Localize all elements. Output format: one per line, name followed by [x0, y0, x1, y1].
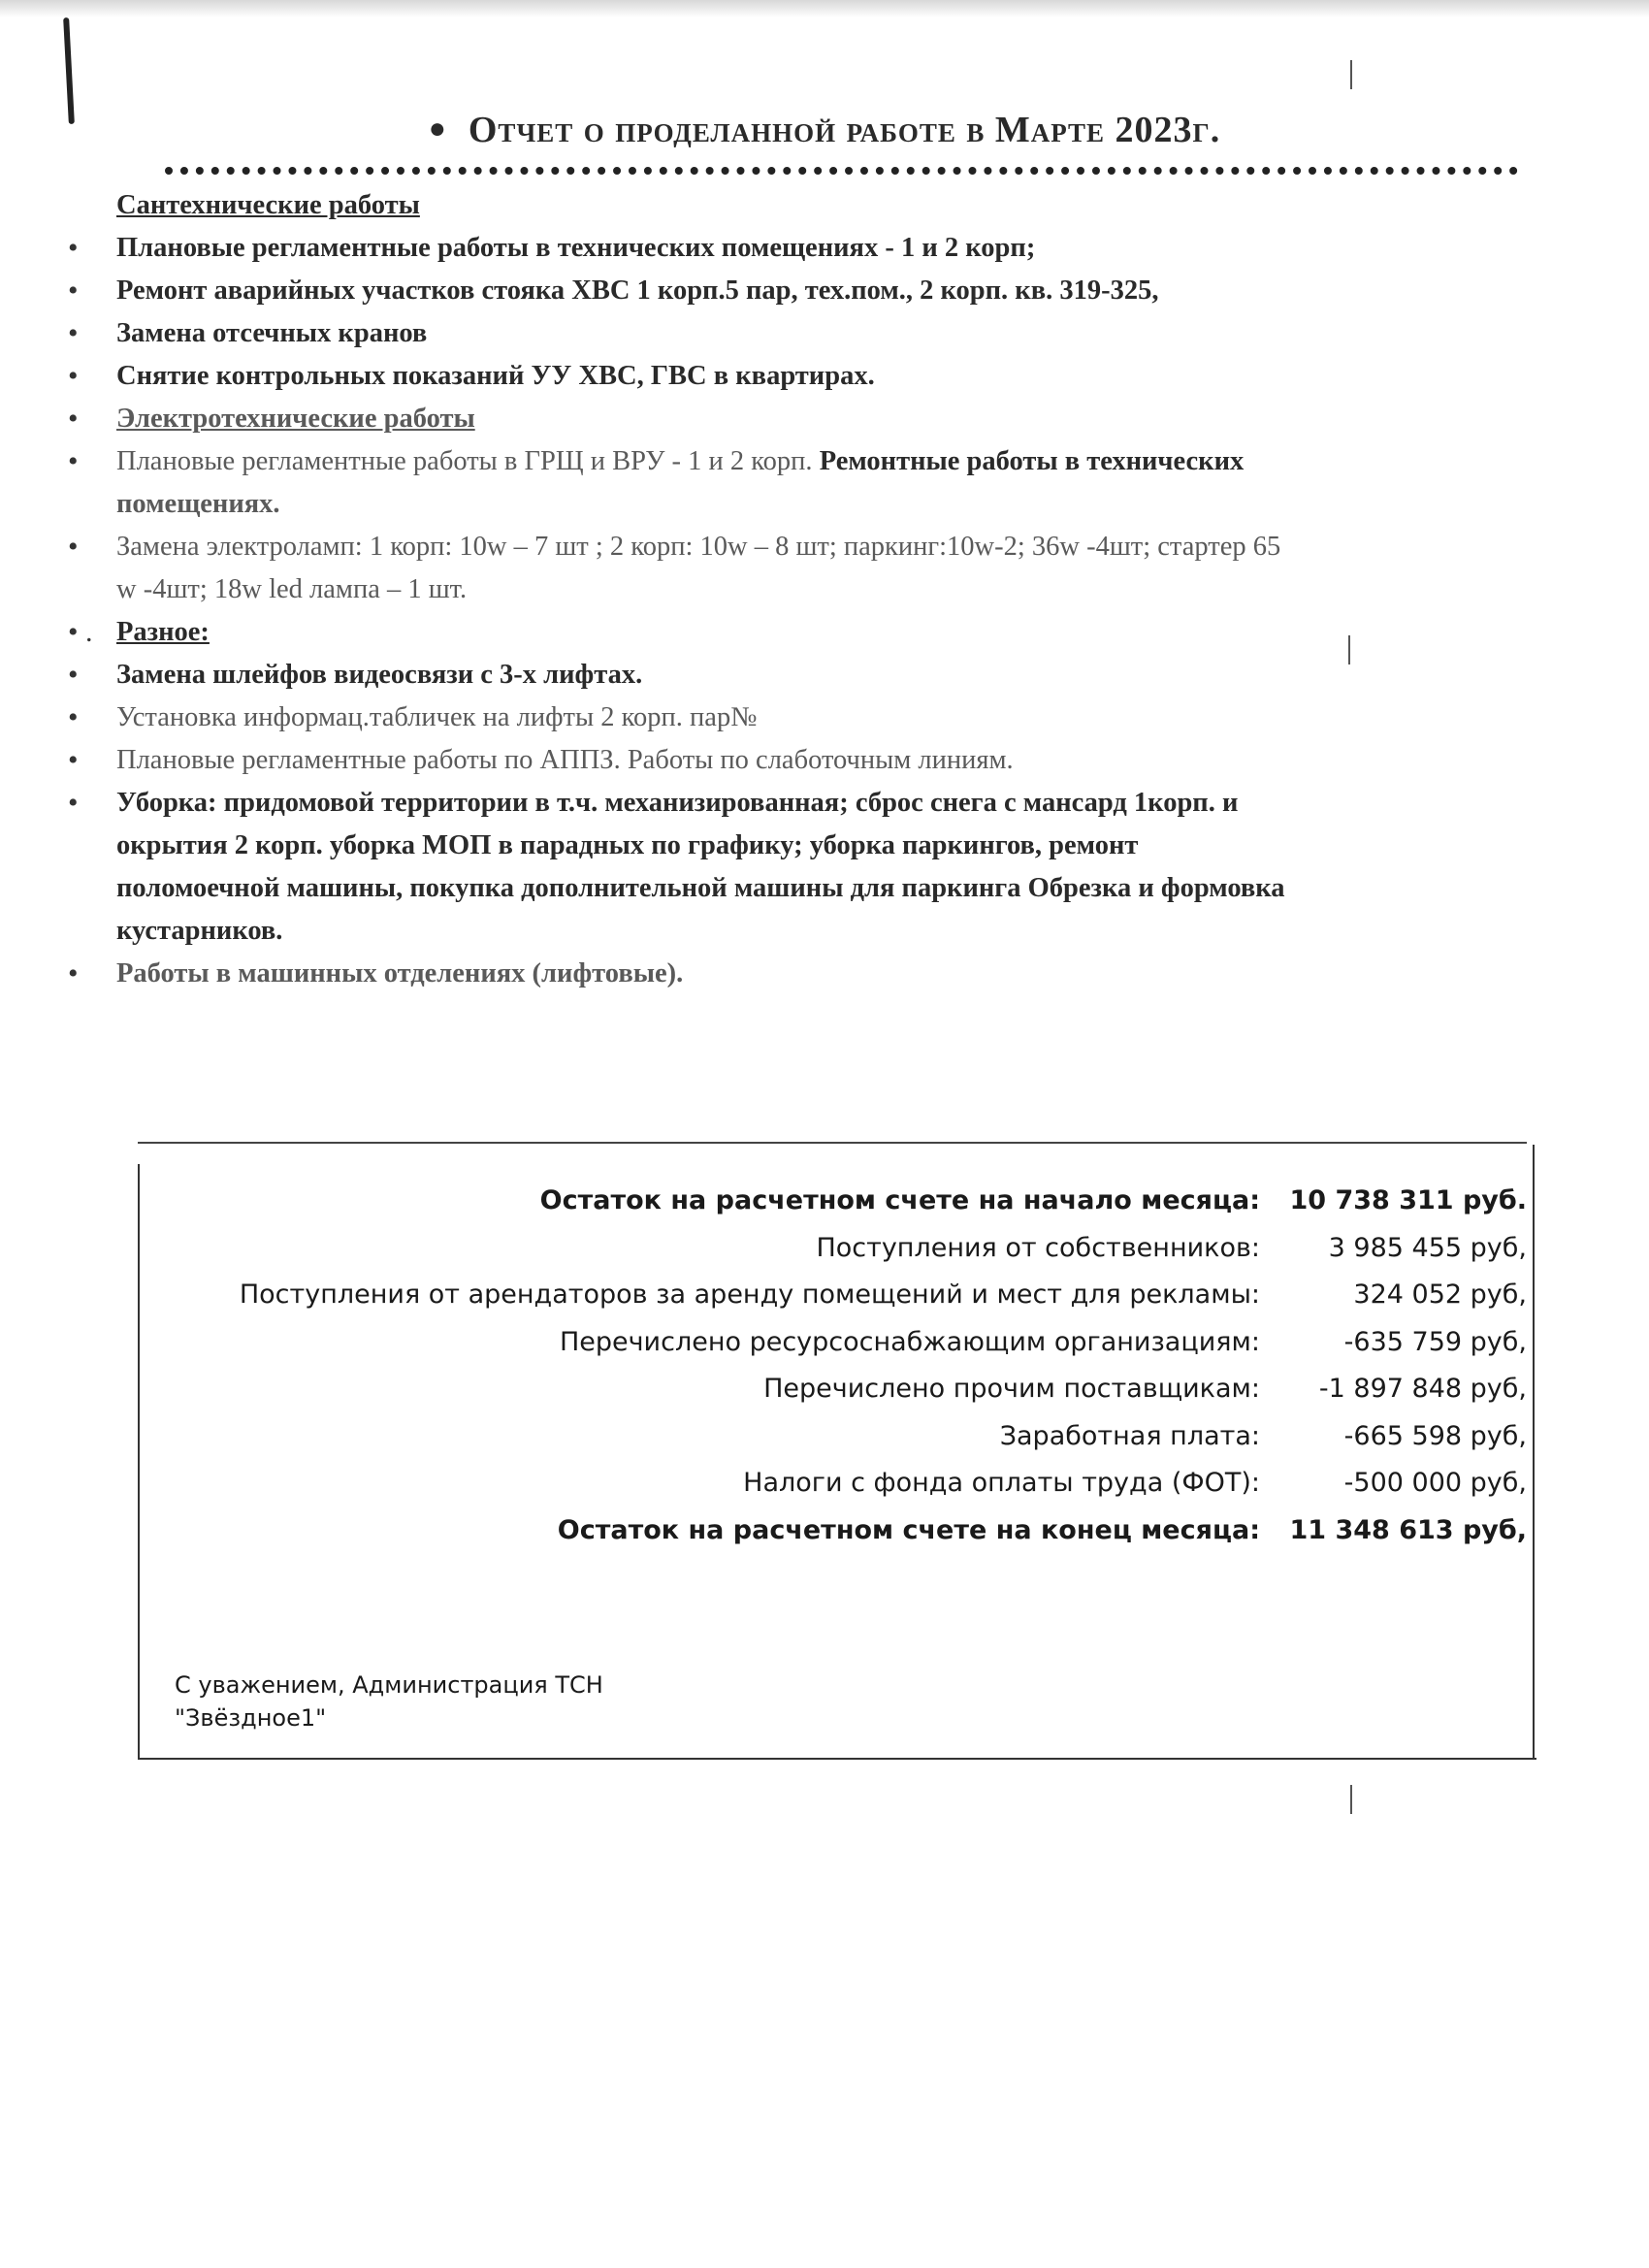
signature — [175, 1669, 603, 1734]
list-item — [0, 440, 1552, 483]
finance-row — [140, 1413, 1536, 1461]
list-item — [0, 825, 1552, 867]
list-item — [0, 654, 1552, 697]
finance-label: Остаток на расчетном счете на начало месяца: — [539, 1185, 1260, 1215]
finance-row-closing — [140, 1507, 1536, 1555]
item-text: Работы в машинных отделениях (лифтовые). — [116, 958, 684, 988]
list-item — [0, 568, 1552, 611]
item-text: w -4шт; 18w led лампа – 1 шт. — [116, 574, 468, 604]
signature-line: "Звёздное1" — [175, 1704, 327, 1732]
signature-line: С уважением, Администрация ТСН — [175, 1671, 603, 1699]
scan-edge — [0, 0, 1649, 17]
item-text: Замена отсечных кранов — [116, 318, 428, 348]
finance-label: Перечислено ресурсоснабжающим организациям: — [559, 1326, 1260, 1357]
list-item — [0, 227, 1552, 270]
finance-label: Перечислено прочим поставщикам: — [763, 1374, 1260, 1404]
finance-row-opening — [140, 1178, 1536, 1225]
title-bullet: ● — [428, 113, 447, 145]
scan-tick — [1350, 60, 1352, 89]
finance-label: Остаток на расчетном счете на конец месяца: — [557, 1514, 1260, 1545]
finance-label: Поступления от собственников: — [816, 1232, 1260, 1263]
list-item — [0, 483, 1552, 526]
list-item — [0, 739, 1552, 782]
finance-summary — [138, 1164, 1536, 1760]
section-heading-misc: Разное: — [116, 617, 210, 647]
list-item — [0, 697, 1552, 739]
list-item — [0, 953, 1552, 995]
item-text: Снятие контрольных показаний УУ ХВС, ГВС в квартирах. — [116, 361, 875, 391]
list-item — [0, 312, 1552, 355]
finance-row — [140, 1460, 1536, 1507]
finance-value: -665 598 руб, — [1343, 1420, 1527, 1451]
dotted-divider — [165, 153, 1518, 175]
list-item — [0, 398, 1552, 440]
item-text: помещениях. — [116, 489, 280, 519]
item-text: кустарников. — [116, 916, 283, 946]
list-item — [0, 782, 1552, 825]
finance-value: 10 738 311 руб. — [1289, 1185, 1527, 1215]
finance-label: Налоги с фонда оплаты труда (ФОТ): — [743, 1468, 1260, 1498]
item-text: поломоечной машины, покупка дополнительной машины для паркинга Обрезка и формовка — [116, 873, 1285, 903]
list-item — [0, 355, 1552, 398]
works-list — [0, 184, 1552, 995]
item-text: Плановые регламентные работы в ГРЩ и ВРУ - 1 и 2 корп. — [116, 446, 813, 476]
finance-value: 11 348 613 руб, — [1289, 1514, 1527, 1545]
section-heading-electrical: Электротехнические работы — [116, 404, 475, 434]
finance-value: 324 052 руб, — [1353, 1280, 1527, 1310]
item-text: окрытия 2 корп. уборка МОП в парадных по графику; уборка паркингов, ремонт — [116, 830, 1139, 860]
item-text: Замена электроламп: 1 корп: 10w – 7 шт ; 2 корп: 10w – 8 шт; паркинг:10w-2; 36w -4шт; стартер 65 — [116, 532, 1281, 562]
finance-top-border — [138, 1142, 1527, 1144]
finance-row — [140, 1272, 1536, 1319]
finance-row — [140, 1366, 1536, 1413]
finance-row — [140, 1319, 1536, 1367]
item-text: Установка информац.табличек на лифты 2 корп. пар№ — [116, 702, 758, 732]
list-item — [0, 910, 1552, 953]
item-text: Ремонт аварийных участков стояка ХВС 1 корп.5 пар, тех.пом., 2 корп. кв. 319-325, — [116, 275, 1159, 306]
finance-label: Поступления от арендаторов за аренду помещений и мест для рекламы: — [239, 1280, 1260, 1310]
finance-row — [140, 1225, 1536, 1273]
list-item — [0, 611, 1552, 654]
finance-value: -1 897 848 руб, — [1318, 1374, 1527, 1404]
item-text: Плановые регламентные работы в технических помещениях - 1 и 2 корп; — [116, 233, 1036, 263]
list-item — [0, 867, 1552, 910]
title-text: Отчет о проделанной работе в Марте 2023г. — [468, 110, 1221, 150]
finance-label: Заработная плата: — [999, 1420, 1260, 1451]
item-text: Замена шлейфов видеосвязи с 3-х лифтах. — [116, 660, 643, 690]
item-text-bold: Ремонтные работы в технических — [819, 446, 1245, 476]
finance-value: -500 000 руб, — [1343, 1468, 1527, 1498]
finance-value: 3 985 455 руб, — [1328, 1232, 1527, 1263]
scan-tick — [1350, 1785, 1352, 1814]
list-item — [0, 270, 1552, 312]
section-heading-plumbing: Сантехнические работы — [116, 190, 420, 220]
item-text: Плановые регламентные работы по АППЗ. Работы по слаботочным линиям. — [116, 745, 1014, 775]
item-text: Уборка: придомовой территории в т.ч. механизированная; сброс снега с мансард 1корп. и — [116, 788, 1239, 818]
finance-rows — [140, 1178, 1536, 1554]
list-item — [0, 526, 1552, 568]
finance-value: -635 759 руб, — [1343, 1326, 1527, 1357]
report-title — [0, 109, 1649, 151]
list-item — [0, 184, 1552, 227]
